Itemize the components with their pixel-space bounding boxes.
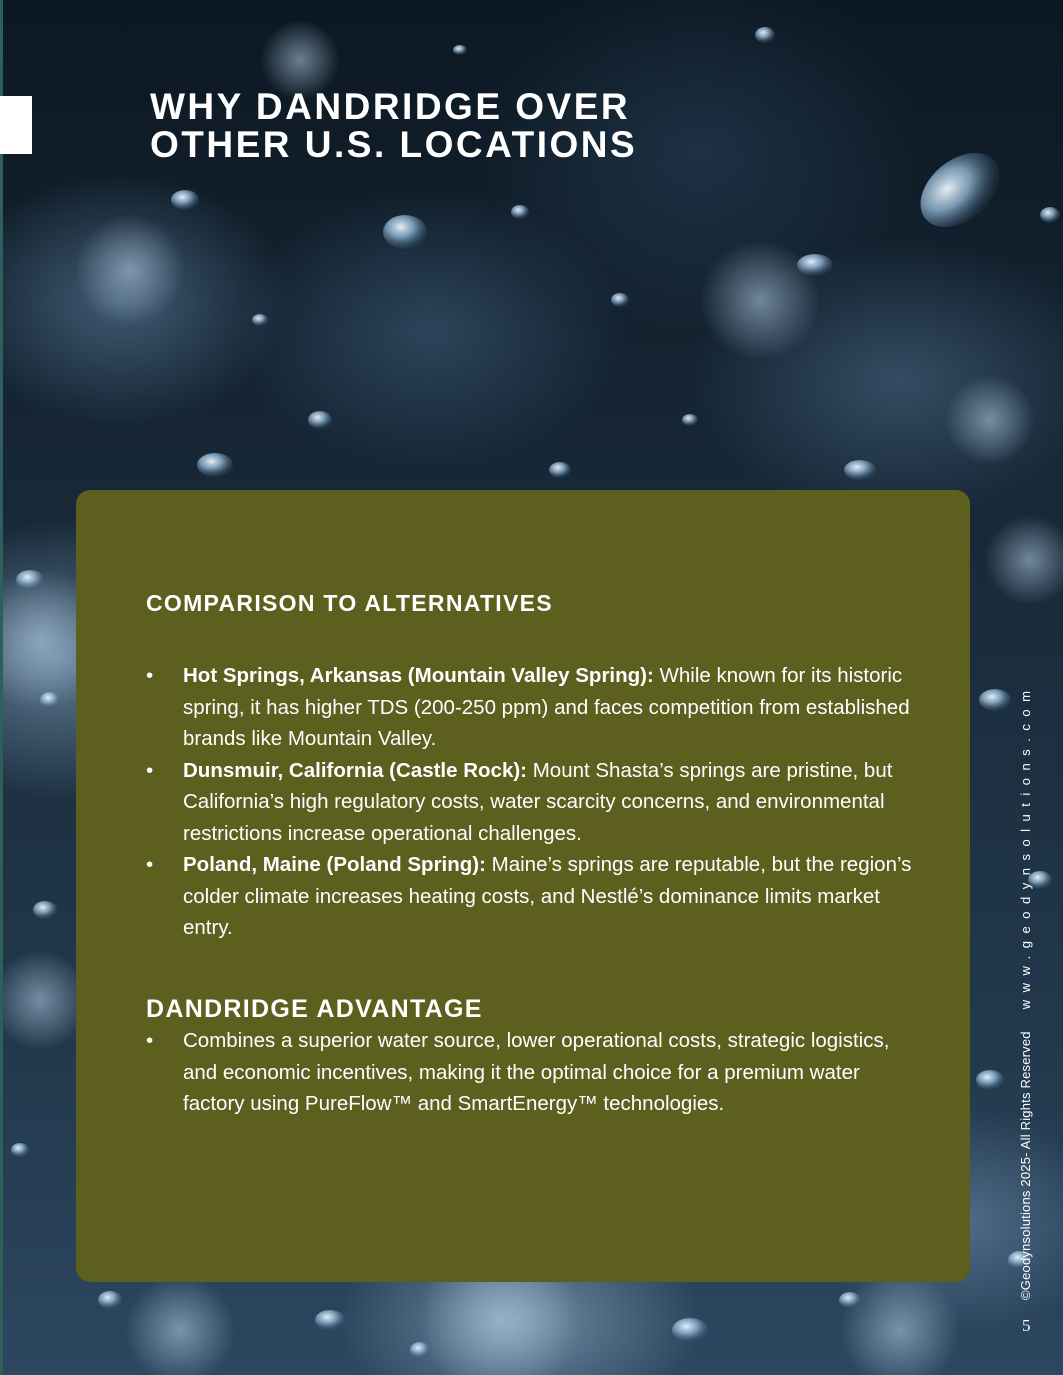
website-link[interactable]: www.geodynsolutions.com: [1018, 683, 1033, 1010]
location-name: Hot Springs, Arkansas (Mountain Valley Spring):: [183, 664, 654, 687]
list-item: [146, 1025, 916, 1120]
bullet-marker: •: [146, 664, 154, 687]
comparison-heading: COMPARISON TO ALTERNATIVES: [146, 590, 553, 616]
advantage-list: [146, 1025, 916, 1120]
bullet-marker: •: [146, 1029, 154, 1052]
copyright-notice: ©Geodynsolutions 2025- All Rights Reserved: [1018, 1031, 1033, 1300]
list-item: [146, 849, 916, 944]
bullet-marker: •: [146, 853, 154, 876]
list-item: [146, 660, 916, 755]
location-name: Poland, Maine (Poland Spring):: [183, 853, 486, 876]
page-title-line-2: OTHER U.S. LOCATIONS: [150, 124, 638, 165]
bullet-marker: •: [146, 758, 154, 782]
location-description: Maine’s springs are reputable, but the region’s colder climate increases heating costs, and Nestlé’s dominance limits market entry.: [183, 853, 912, 939]
page-number: 5: [1022, 1316, 1031, 1335]
content-panel: [76, 490, 970, 1282]
left-edge-strip: [0, 0, 3, 1375]
advantage-heading: DANDRIDGE ADVANTAGE: [146, 995, 483, 1023]
location-description: Mount Shasta’s springs are pristine, but California’s high regulatory costs, water scarcity concerns, and environmental restrictions increase operational challenges.: [183, 758, 893, 845]
page-title: [150, 88, 770, 164]
list-item: [146, 755, 916, 850]
location-name: Dunsmuir, California (Castle Rock):: [183, 758, 528, 782]
page-title-line-1: WHY DANDRIDGE OVER: [150, 86, 631, 127]
location-description: While known for its historic spring, it has higher TDS (200-250 ppm) and faces competition from established brands like Mountain Valley.: [183, 664, 910, 750]
vertical-footer: [1018, 684, 1033, 1300]
comparison-list: [146, 660, 916, 944]
advantage-text: Combines a superior water source, lower operational costs, strategic logistics, and economic incentives, making it the optimal choice for a premium water factory using PureFlow™ and SmartEnergy™ technologies.: [183, 1029, 890, 1115]
section-tab-marker: [0, 96, 32, 154]
